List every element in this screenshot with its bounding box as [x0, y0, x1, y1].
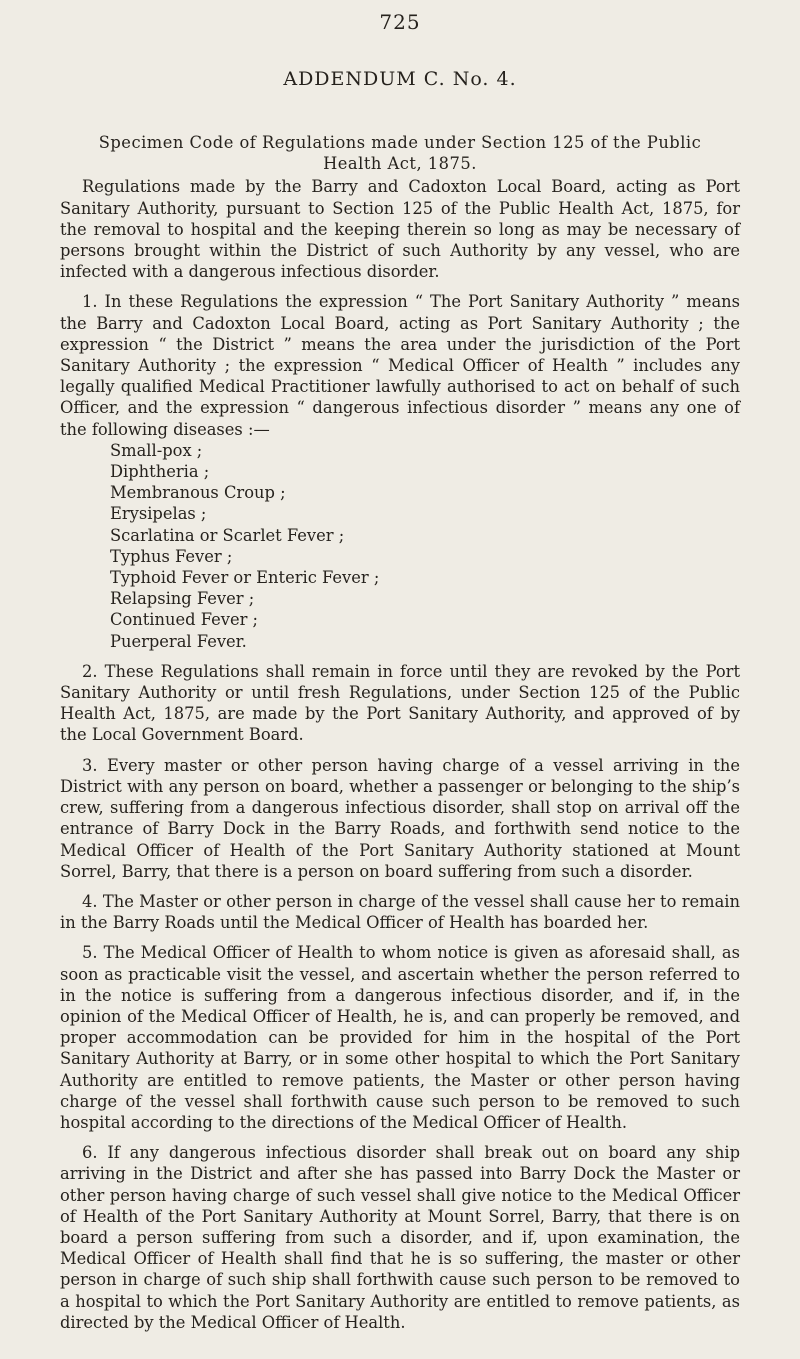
regulation-6: 6. If any dangerous infectious disorder shall break out on board any ship arriving in the District and after she has passed into Barry Dock the Master or other person having charge of such vessel shall give notice to the Medical Officer of Health of the Port Sanitary Authority at Mount Sorrel, Barry, that there is on board a person suffering from such a disorder, and if, upon examination, the Medical Officer of Health shall find that he is so suffering, the master or other person in charge of such ship shall forthwith cause such person to be removed to a hospital to which the Port Sanitary Authority are entitled to remove patients, as directed by the Medical Officer of Health. — [60, 1143, 740, 1332]
regulation-5: 5. The Medical Officer of Health to whom notice is given as aforesaid shall, as soon as practicable visit the vessel, and ascertain whether the person referred to in the notice is suffering from a dangerous infectious disorder, and if, in the opinion of the Medical Officer of Health, he is, and can properly be removed, and proper accommodation can be provided for him in the hospital of the Port Sanitary Authority at Barry, or in some other hospital to which the Port Sanitary Authority are entitled to remove patients, the Master or other person having charge of the vessel shall forthwith cause such person to be removed to such hospital according to the directions of the Medical Officer of Health. — [60, 943, 740, 1132]
regulation-1: 1. In these Regulations the expression “ The Port Sanitary Authority ” means the Barry and Cadoxton Local Board, acting as Port Sanitary Authority ; the expression “ the District ” means the area under the jurisdiction of the Port Sanitary Authority ; the expression “ Medical Officer of Health ” includes any legally qualified Medical Practitioner lawfully authorised to act on behalf of such Officer, and the expression “ dangerous infectious disorder ” means any one of the following diseases :— — [60, 292, 740, 439]
list-item: Erysipelas ; — [110, 504, 207, 524]
intro-paragraph: Regulations made by the Barry and Cadoxton Local Board, acting as Port Sanitary Authority, pursuant to Section 125 of the Public Health Act, 1875, for the removal to hospital and the keeping therein so long as may be necessary of persons brought within the District of such Authority by any vessel, who are infected with a dangerous infectious disorder. — [60, 177, 740, 282]
list-item: Typhus Fever ; — [110, 546, 233, 566]
disease-list — [60, 440, 740, 652]
list-item: Puerperal Fever. — [110, 631, 247, 651]
list-item: Membranous Croup ; — [110, 483, 286, 503]
list-item: Small-pox ; — [110, 440, 203, 460]
list-item: Continued Fever ; — [110, 610, 259, 630]
page-number: 725 — [379, 10, 421, 34]
title-line-2: Health Act, 1875. — [323, 154, 477, 174]
list-item: Scarlatina or Scarlet Fever ; — [110, 525, 345, 545]
regulation-4: 4. The Master or other person in charge of the vessel shall cause her to remain in the Barry Roads until the Medical Officer of Health has boarded her. — [60, 891, 740, 933]
document-title — [60, 132, 740, 174]
list-item: Diphtheria ; — [110, 462, 210, 482]
document-body — [60, 132, 740, 1342]
addendum-heading: ADDENDUM C. No. 4. — [283, 68, 517, 90]
list-item: Typhoid Fever or Enteric Fever ; — [110, 568, 380, 588]
title-line-1: Specimen Code of Regulations made under Section 125 of the Public — [98, 133, 702, 152]
regulation-2: 2. These Regulations shall remain in force until they are revoked by the Port Sanitary Authority or until fresh Regulations, under Section 125 of the Public Health Act, 1875, are made by the Port Sanitary Authority, and approved of by the Local Government Board. — [60, 661, 740, 745]
regulation-3: 3. Every master or other person having charge of a vessel arriving in the District with any person on board, whether a passenger or belonging to the ship’s crew, suffering from a dangerous infectious disorder, shall stop on arrival off the entrance of Barry Dock in the Barry Roads, and forthwith send notice to the Medical Officer of Health of the Port Sanitary Authority stationed at Mount Sorrel, Barry, that there is a person on board suffering from such a disorder. — [60, 755, 740, 881]
list-item: Relapsing Fever ; — [110, 589, 255, 609]
